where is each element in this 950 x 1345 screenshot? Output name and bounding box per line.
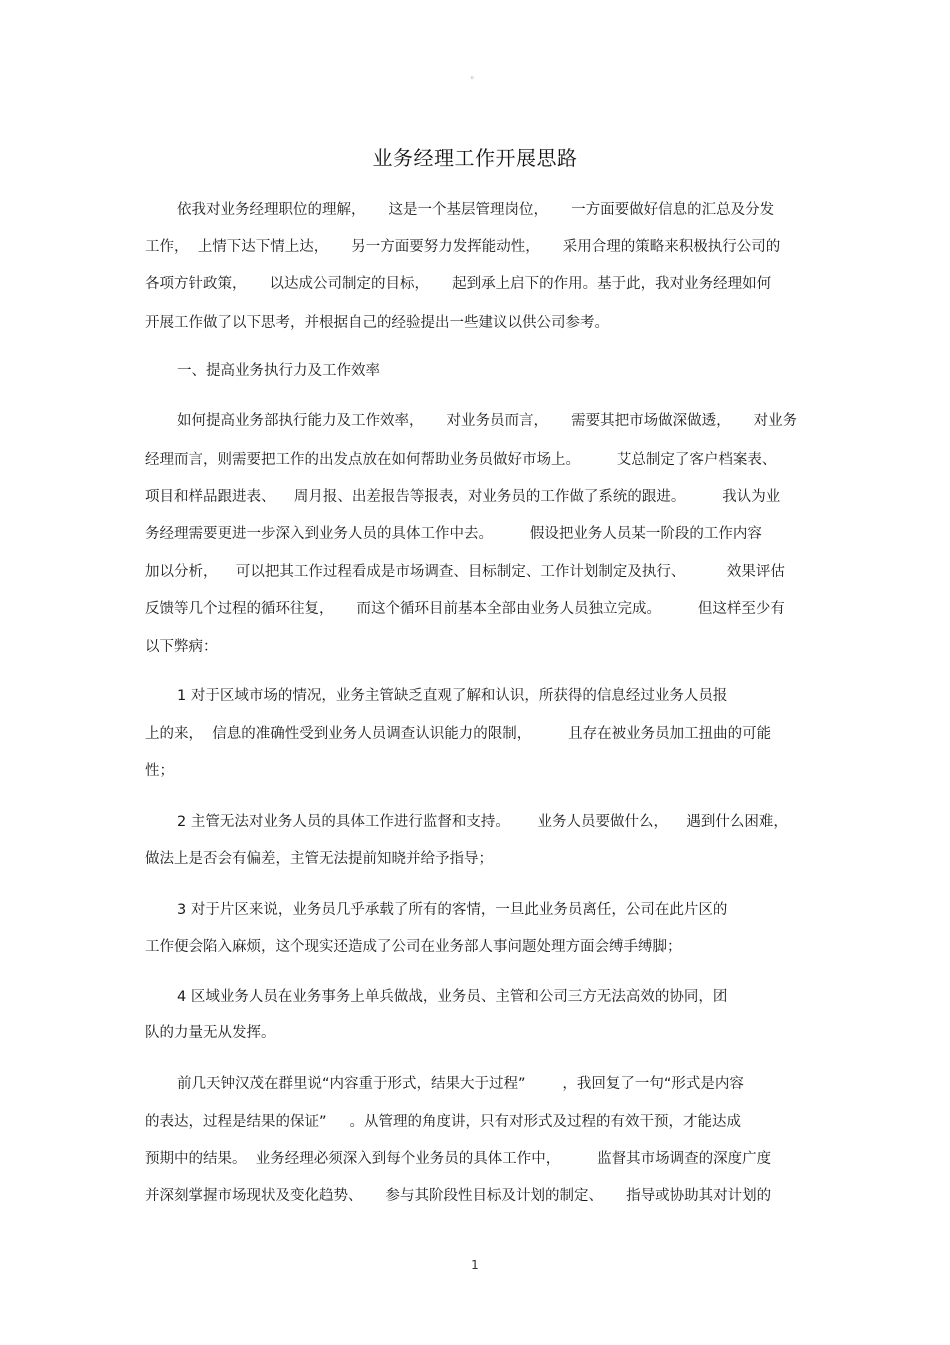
paragraph-line: 各项方针政策， 以达成公司制定的目标， 起到承上启下的作用。基于此，我对业务经理如何: [145, 276, 772, 292]
paragraph-line: 前几天钟汉茂在群里说“内容重于形式，结果大于过程” ，我回复了一句“形式是内容: [177, 1076, 744, 1092]
header-mark: 。: [470, 71, 480, 81]
page-number: 1: [471, 1258, 479, 1272]
document-title: 业务经理工作开展思路: [372, 146, 578, 170]
section-heading: 一、提高业务执行力及工作效率: [177, 363, 380, 379]
paragraph-line: 如何提高业务部执行能力及工作效率， 对业务员而言， 需要其把市场做深做透， 对业务: [177, 413, 798, 429]
paragraph-line: 加以分析， 可以把其工作过程看成是市场调查、目标制定、工作计划制定及执行、 效果评估: [145, 564, 785, 580]
paragraph-line: 依我对业务经理职位的理解， 这是一个基层管理岗位， 一方面要做好信息的汇总及分发: [177, 202, 775, 218]
paragraph-line: 项目和样品跟进表、 周月报、出差报告等报表，对业务员的工作做了系统的跟进。 我认为业: [145, 489, 781, 505]
list-item-line: 性；: [145, 763, 174, 779]
list-item-line: 上的来， 信息的准确性受到业务人员调查认识能力的限制， 且存在被业务员加工扭曲的可能: [145, 726, 772, 742]
paragraph-line: 并深刻掌握市场现状及变化趋势、 参与其阶段性目标及计划的制定、 指导或协助其对计划的: [145, 1188, 772, 1204]
paragraph-line: 的表达，过程是结果的保证” 。从管理的角度讲，只有对形式及过程的有效干预，才能达成: [145, 1114, 742, 1130]
list-item-line: 1 对于区域市场的情况，业务主管缺乏直观了解和认识，所获得的信息经过业务人员报: [177, 688, 728, 704]
list-item-line: 3 对于片区来说，业务员几乎承载了所有的客情，一旦此业务员离任，公司在此片区的: [177, 902, 728, 918]
list-item-line: 4 区域业务人员在业务事务上单兵做战，业务员、主管和公司三方无法高效的协同，团: [177, 989, 728, 1005]
list-item-line: 工作便会陷入麻烦，这个现实还造成了公司在业务部人事问题处理方面会缚手缚脚；: [145, 939, 682, 955]
list-item-line: 2 主管无法对业务人员的具体工作进行监督和支持。 业务人员要做什么， 遇到什么困难，: [177, 814, 788, 830]
list-item-line: 队的力量无从发挥。: [145, 1025, 276, 1041]
paragraph-line: 以下弊病：: [145, 639, 218, 655]
list-item-line: 做法上是否会有偏差，主管无法提前知晓并给予指导；: [145, 851, 493, 867]
paragraph-line: 务经理需要更进一步深入到业务人员的具体工作中去。 假设把业务人员某一阶段的工作内容: [145, 526, 762, 542]
paragraph-line: 经理而言，则需要把工作的出发点放在如何帮助业务员做好市场上。 艾总制定了客户档案表、: [145, 452, 777, 468]
paragraph-line: 反馈等几个过程的循环往复， 而这个循环目前基本全部由业务人员独立完成。 但这样至少有: [145, 601, 785, 617]
paragraph-line: 预期中的结果。 业务经理必须深入到每个业务员的具体工作中， 监督其市场调查的深度广度: [145, 1151, 772, 1167]
paragraph-line: 开展工作做了以下思考，并根据自己的经验提出一些建议以供公司参考。: [145, 315, 609, 331]
paragraph-line: 工作， 上情下达下情上达， 另一方面要努力发挥能动性， 采用合理的策略来积极执行公司的: [145, 239, 781, 255]
